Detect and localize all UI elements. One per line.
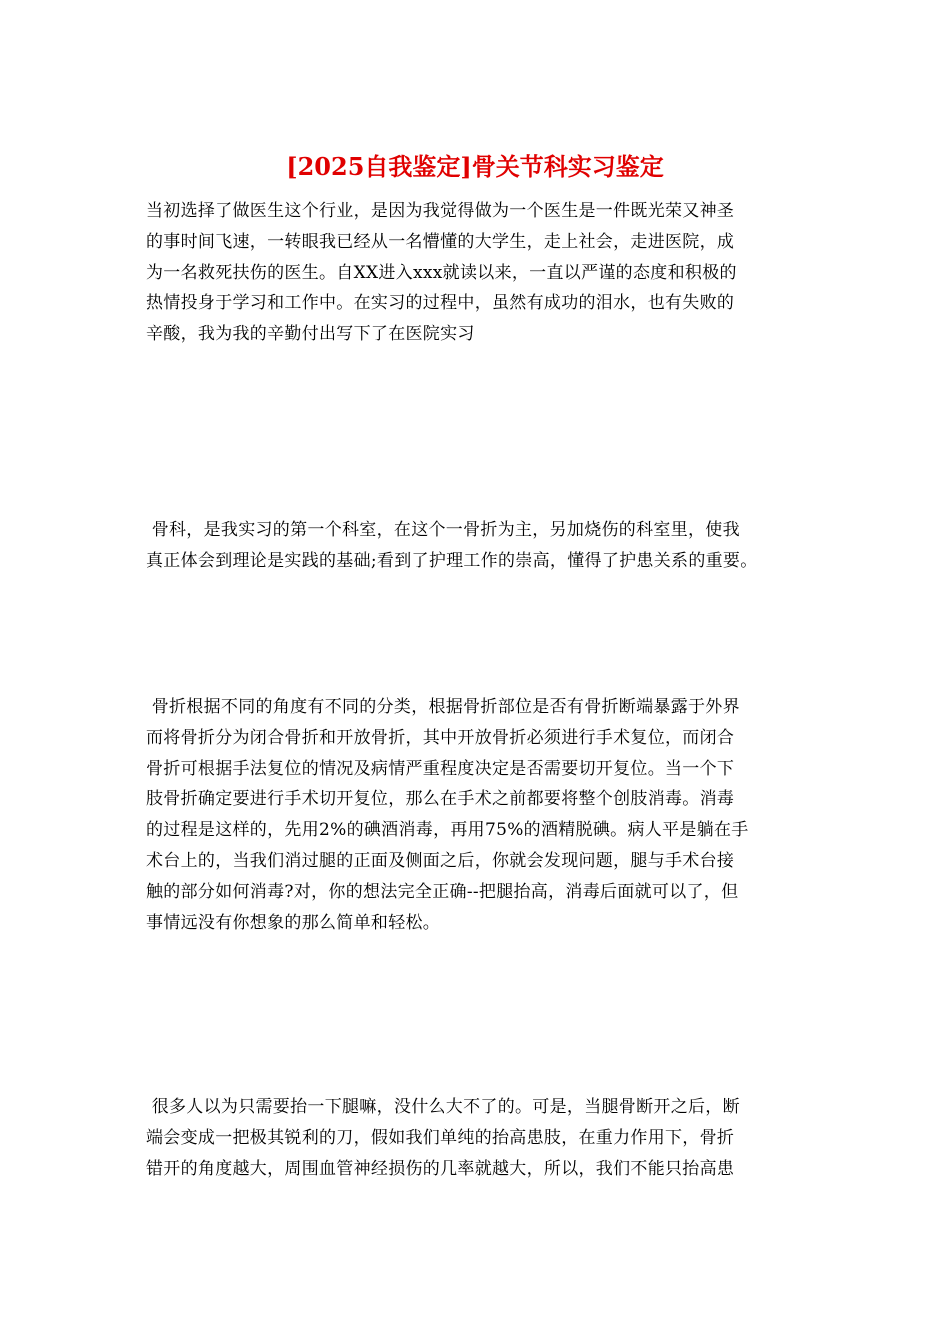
paragraph-leg-lifting — [146, 1092, 818, 1184]
text-line: 的事时间飞速，一转眼我已经从一名懵懂的大学生，走上社会，走进医院，成 — [146, 231, 735, 252]
text-line: 术台上的，当我们消过腿的正面及侧面之后，你就会发现问题，腿与手术台接 — [146, 850, 735, 871]
text-line: 肢骨折确定要进行手术切开复位，那么在手术之前都要将整个创肢消毒。消毒 — [146, 789, 735, 810]
text-line: 端会变成一把极其锐利的刀，假如我们单纯的抬高患肢，在重力作用下，骨折 — [146, 1127, 735, 1148]
text-line: 骨折根据不同的角度有不同的分类，根据骨折部位是否有骨折断端暴露于外界 — [146, 697, 740, 717]
text-line: 真正体会到理论是实践的基础;看到了护理工作的崇高，懂得了护患关系的重要。 — [146, 550, 758, 571]
text-line: 辛酸，我为我的辛勤付出写下了在医院实习 — [146, 324, 475, 345]
paragraph-intro — [146, 196, 818, 350]
text-line: 很多人以为只需要抬一下腿嘛，没什么大不了的。可是，当腿骨断开之后，断 — [146, 1097, 740, 1117]
text-line: 事情远没有你想象的那么简单和轻松。 — [146, 912, 441, 933]
text-line: 的过程是这样的，先用2%的碘酒消毒，再用75%的酒精脱碘。病人平是躺在手 — [146, 820, 749, 841]
document-title: [2025自我鉴定]骨关节科实习鉴定 — [286, 152, 664, 181]
paragraph-fracture-classification — [146, 692, 818, 938]
text-line: 骨折可根据手法复位的情况及病情严重程度决定是否需要切开复位。当一个下 — [146, 758, 735, 779]
text-line: 热情投身于学习和工作中。在实习的过程中，虽然有成功的泪水，也有失败的 — [146, 293, 735, 314]
text-line: 而将骨折分为闭合骨折和开放骨折，其中开放骨折必须进行手术复位，而闭合 — [146, 727, 735, 748]
text-line: 当初选择了做医生这个行业，是因为我觉得做为一个医生是一件既光荣又神圣 — [146, 201, 735, 221]
text-line: 错开的角度越大，周围血管神经损伤的几率就越大，所以，我们不能只抬高患 — [146, 1158, 735, 1179]
text-line: 骨科，是我实习的第一个科室，在这个一骨折为主，另加烧伤的科室里，使我 — [146, 520, 740, 540]
text-line: 为一名救死扶伤的医生。自XX进入xxx就读以来，一直以严谨的态度和积极的 — [146, 262, 737, 283]
text-line: 触的部分如何消毒?对，你的想法完全正确--把腿抬高，消毒后面就可以了，但 — [146, 881, 739, 902]
paragraph-orthopedics — [146, 515, 818, 577]
